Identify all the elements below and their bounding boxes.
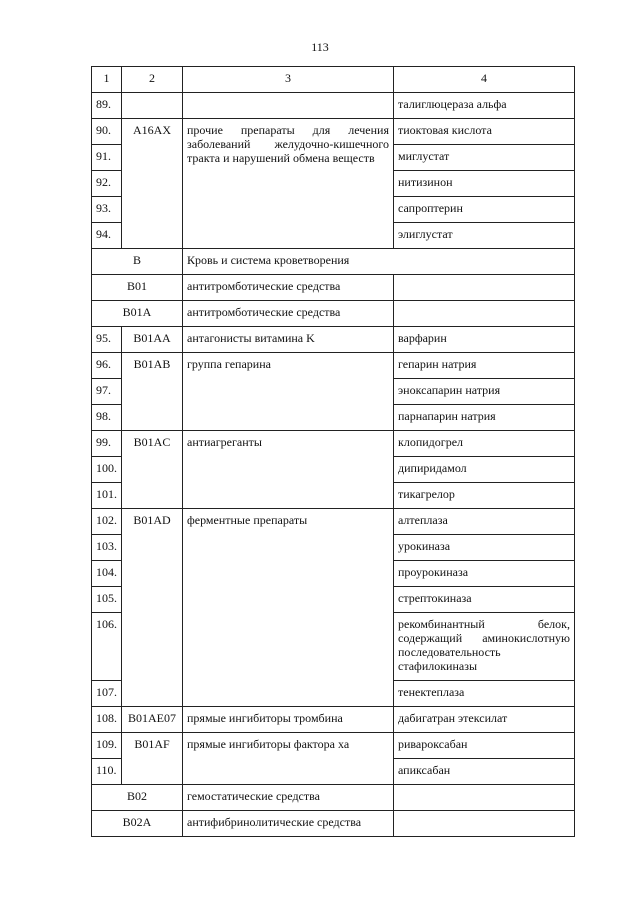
atc-code: B	[92, 249, 183, 275]
table-row	[92, 509, 575, 535]
row-number: 98.	[92, 405, 122, 431]
drug-name: урокиназа	[394, 535, 575, 561]
table-row	[92, 327, 575, 353]
section-row	[92, 301, 575, 327]
row-number: 110.	[92, 759, 122, 785]
drug-name	[394, 301, 575, 327]
atc-code: A16AX	[122, 119, 183, 249]
drug-name	[394, 613, 575, 681]
drug-name	[394, 811, 575, 837]
atc-code: B01AC	[122, 431, 183, 509]
row-number: 103.	[92, 535, 122, 561]
row-number: 104.	[92, 561, 122, 587]
row-number: 94.	[92, 223, 122, 249]
section-title: Кровь и система кроветворения	[183, 249, 575, 275]
group-name: прямые ингибиторы фактора ха	[183, 733, 394, 785]
group-name: антитромботические средства	[183, 275, 394, 301]
atc-code: B01	[92, 275, 183, 301]
atc-code: B01AA	[122, 327, 183, 353]
column-header: 1	[92, 67, 122, 93]
drug-name: проурокиназа	[394, 561, 575, 587]
table-row	[92, 93, 575, 119]
drug-name: сапроптерин	[394, 197, 575, 223]
group-name-cell	[183, 93, 394, 119]
section-row	[92, 275, 575, 301]
drug-name: эноксапарин натрия	[394, 379, 575, 405]
drug-name: клопидогрел	[394, 431, 575, 457]
section-row	[92, 785, 575, 811]
drug-name: апиксабан	[394, 759, 575, 785]
drug-name: стрептокиназа	[394, 587, 575, 613]
atc-code: B02	[92, 785, 183, 811]
row-number: 95.	[92, 327, 122, 353]
drug-table	[91, 66, 575, 837]
row-number: 107.	[92, 681, 122, 707]
drug-name: ривароксабан	[394, 733, 575, 759]
atc-code: B01A	[92, 301, 183, 327]
atc-code: B01AB	[122, 353, 183, 431]
drug-name: тенектеплаза	[394, 681, 575, 707]
row-number: 96.	[92, 353, 122, 379]
row-number: 92.	[92, 171, 122, 197]
row-number: 108.	[92, 707, 122, 733]
table-row	[92, 431, 575, 457]
row-number: 91.	[92, 145, 122, 171]
row-number: 106.	[92, 613, 122, 681]
atc-code: B01AD	[122, 509, 183, 707]
row-number: 90.	[92, 119, 122, 145]
drug-name	[394, 785, 575, 811]
drug-name: алтеплаза	[394, 509, 575, 535]
drug-name: дабигатран этексилат	[394, 707, 575, 733]
drug-name: дипиридамол	[394, 457, 575, 483]
atc-code: B02A	[92, 811, 183, 837]
drug-name: парнапарин натрия	[394, 405, 575, 431]
column-header: 4	[394, 67, 575, 93]
row-number: 105.	[92, 587, 122, 613]
atc-code-cell	[122, 93, 183, 119]
group-name: гемостатические средства	[183, 785, 394, 811]
row-number: 97.	[92, 379, 122, 405]
table-row	[92, 733, 575, 759]
drug-name: элиглустат	[394, 223, 575, 249]
group-name: прямые ингибиторы тромбина	[183, 707, 394, 733]
drug-name: тиоктовая кислота	[394, 119, 575, 145]
atc-code: B01AE07	[122, 707, 183, 733]
row-number: 100.	[92, 457, 122, 483]
group-name: антагонисты витамина K	[183, 327, 394, 353]
group-name-text: прочие препараты для лечения заболеваний желудочно-кишечного тракта и нарушений обмена веществ	[187, 123, 389, 165]
group-name: ферментные препараты	[183, 509, 394, 707]
row-number: 99.	[92, 431, 122, 457]
section-row	[92, 811, 575, 837]
atc-code: B01AF	[122, 733, 183, 785]
row-number: 102.	[92, 509, 122, 535]
group-name: антиагреганты	[183, 431, 394, 509]
drug-name: миглустат	[394, 145, 575, 171]
table-row	[92, 119, 575, 145]
group-name: группа гепарина	[183, 353, 394, 431]
table-row	[92, 707, 575, 733]
section-row	[92, 249, 575, 275]
group-name	[183, 119, 394, 249]
drug-name	[394, 275, 575, 301]
group-name: антитромботические средства	[183, 301, 394, 327]
row-number: 93.	[92, 197, 122, 223]
drug-name: тикагрелор	[394, 483, 575, 509]
drug-name: талиглюцераза альфа	[394, 93, 575, 119]
row-number: 89.	[92, 93, 122, 119]
drug-name: нитизинон	[394, 171, 575, 197]
column-header: 3	[183, 67, 394, 93]
row-number: 109.	[92, 733, 122, 759]
drug-name-text: рекомбинантный белок, содержащий аминокислотную последовательность стафилокиназы	[398, 617, 570, 673]
column-header: 2	[122, 67, 183, 93]
table-row	[92, 353, 575, 379]
page-number: 113	[311, 40, 329, 54]
group-name: антифибринолитические средства	[183, 811, 394, 837]
row-number: 101.	[92, 483, 122, 509]
drug-name: варфарин	[394, 327, 575, 353]
drug-name: гепарин натрия	[394, 353, 575, 379]
table-header-row	[92, 67, 575, 93]
